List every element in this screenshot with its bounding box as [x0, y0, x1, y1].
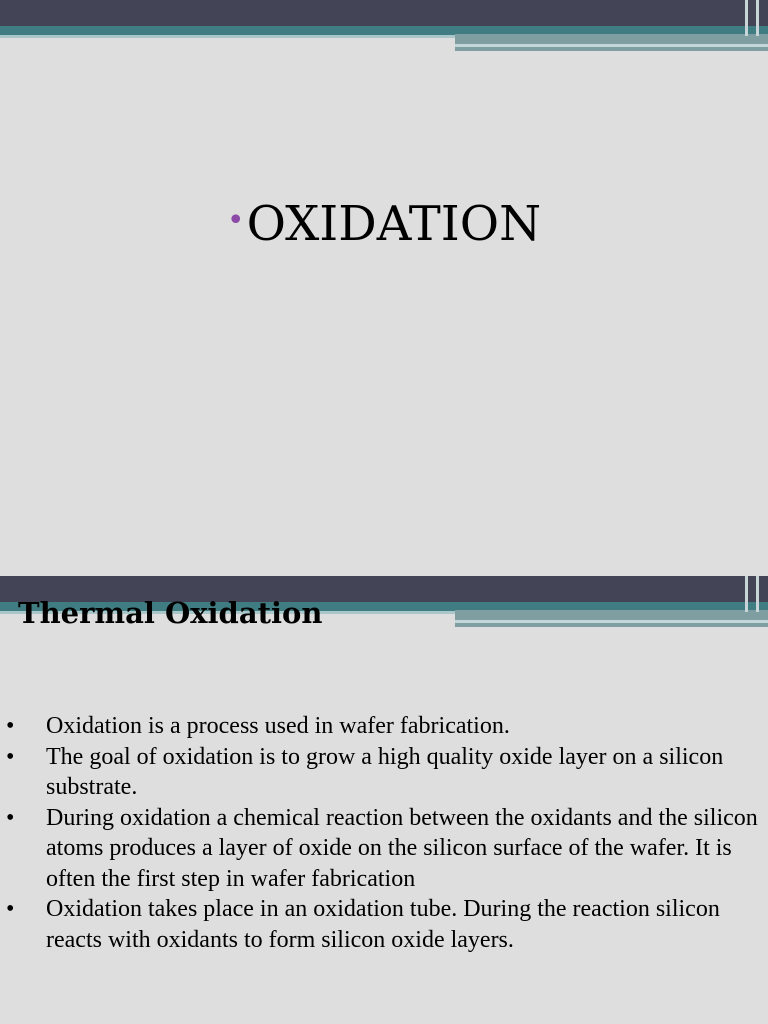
list-item [0, 711, 768, 742]
header-band-tick [756, 0, 759, 36]
header-band-tick [745, 0, 748, 36]
header-band-tab [455, 610, 768, 627]
slide-thermal-oxidation [0, 576, 768, 1024]
header-band-tick [745, 576, 748, 612]
bullet-dot: • [6, 896, 15, 922]
list-item [0, 894, 768, 955]
header-band-dark-stripe [0, 0, 768, 26]
header-band [0, 0, 768, 60]
list-item-text: Oxidation takes place in an oxidation tube. During the reaction silicon reacts with oxidants to form silicon oxide layers. [46, 896, 720, 953]
bullet-dot: • [6, 713, 15, 739]
slide-heading: Thermal Oxidation [18, 596, 323, 630]
title-label: OXIDATION [246, 196, 542, 252]
list-item-text: Oxidation is a process used in wafer fabrication. [46, 713, 510, 739]
bullet-dot: • [6, 804, 15, 831]
bullet-dot: • [6, 743, 15, 770]
header-band-tab-highlight [455, 620, 768, 623]
header-band-tab-highlight [455, 44, 768, 47]
title-bullet: • [226, 203, 245, 238]
list-item [0, 803, 768, 895]
header-band-tick [756, 576, 759, 612]
list-item-text: The goal of oxidation is to grow a high quality oxide layer on a silicon substrate. [46, 743, 724, 800]
list-item [0, 742, 768, 803]
header-band-tab [455, 34, 768, 51]
bullet-list [0, 711, 768, 955]
list-item-text: During oxidation a chemical reaction between the oxidants and the silicon atoms produces a layer of oxide on the silicon surface of the wafer. It is often the first step in wafer fabrication [46, 804, 758, 892]
slide-title-text [0, 196, 768, 252]
